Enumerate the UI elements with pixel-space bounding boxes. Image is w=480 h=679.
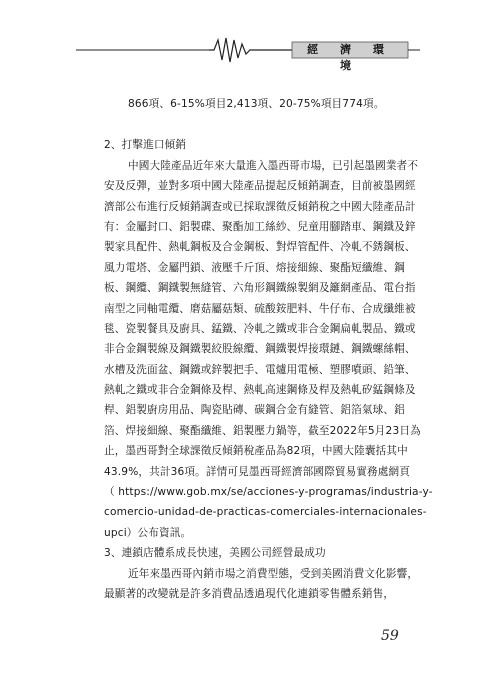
paragraph-line: 中國大陸產品近年來大量進入墨西哥市場，已引起墨國業者不: [128, 159, 419, 172]
paragraph-line: 止，墨西哥對全球課徵反傾銷稅產品為82項，中國大陸囊括其中: [104, 445, 408, 458]
section-heading: 3、連鎖店體系成長快速，美國公司經營最成功: [104, 547, 326, 560]
paragraph-line: 濟部公布進行反傾銷調查或已採取課徵反傾銷稅之中國大陸產品計: [104, 200, 416, 213]
paragraph-line: 風力電塔、金屬門鎖、液壓千斤頂、熔接細線、聚酯短纖維、鋼: [104, 261, 405, 274]
paragraph-line: 箔、焊接細線、聚酯纖維、鋁製壓力鍋等，截至2022年5月23日為: [104, 424, 421, 437]
paragraph-line: 熱軋之鐵或非合金鋼條及桿、熱軋高速鋼條及桿及熱軋矽錳鋼條及: [104, 384, 416, 397]
section-title: 經 濟 環 境: [307, 43, 393, 72]
paragraph-line: 水槽及洗面盆、鋼鐵或鋅製把手、電爐用電極、塑膠噴頭、鉛筆、: [104, 363, 416, 376]
paragraph-line: 毯、瓷製餐具及廚具、錳鐵、冷軋之鐵或非合金鋼扁軋製品、鐵或: [104, 322, 416, 335]
paragraph-line: 板、鋼纜、鋼鐵製無縫管、六角形鋼鐵線製網及籬網產品、電台指: [104, 282, 416, 295]
page-header: [0, 0, 480, 70]
paragraph-line: 製家具配件、熱軋鋼板及合金鋼板、對焊管配件、冷軋不銹鋼板、: [104, 241, 416, 254]
paragraph-line: 866項、6-15%項目2,413項、20-75%項目774項。: [128, 98, 385, 110]
paragraph-line: comercio-unidad-de-practicas-comerciales-internacionales-: [104, 506, 427, 519]
paragraph-line: 近年來墨西哥內銷市場之消費型態，受到美國消費文化影響，: [128, 567, 419, 580]
paragraph-line: 最顯著的改變就是許多消費品透過現代化連鎖零售體系銷售，: [104, 587, 395, 600]
paragraph-line: 南型之同軸電纜、磨菇屬菇類、硫酸銨肥料、牛仔布、合成纖維被: [104, 302, 416, 315]
section-heading: 2、打擊進口傾銷: [104, 139, 187, 152]
paragraph-line: 非合金鋼製線及鋼鐵製絞股線纜、鋼鐵製焊接環鏈、鋼鐵螺絲帽、: [104, 343, 416, 356]
paragraph-line: （ https://www.gob.mx/se/acciones-y-programas/industria-y-: [104, 486, 433, 499]
body-text: [104, 94, 433, 604]
heartbeat-line-graphic: [0, 0, 480, 70]
paragraph-line: 桿、鋁製廚房用品、陶瓷貼磚、碳鋼合金有縫管、鋁箔氣球、鋁: [104, 404, 405, 417]
paragraph-line: 43.9%，共計36項。詳情可見墨西哥經濟部國際貿易實務處網頁: [104, 465, 411, 478]
paragraph-line: upci）公布資訊。: [104, 526, 192, 539]
page-number: 59: [381, 628, 399, 644]
paragraph-line: 安及反彈，並對多項中國大陸產品提起反傾銷調查，目前被墨國經: [104, 180, 416, 193]
paragraph-line: 有：金屬封口、鋁製碟、聚酯加工絲紗、兒童用腳踏車、鋼鐵及鋅: [104, 220, 416, 233]
